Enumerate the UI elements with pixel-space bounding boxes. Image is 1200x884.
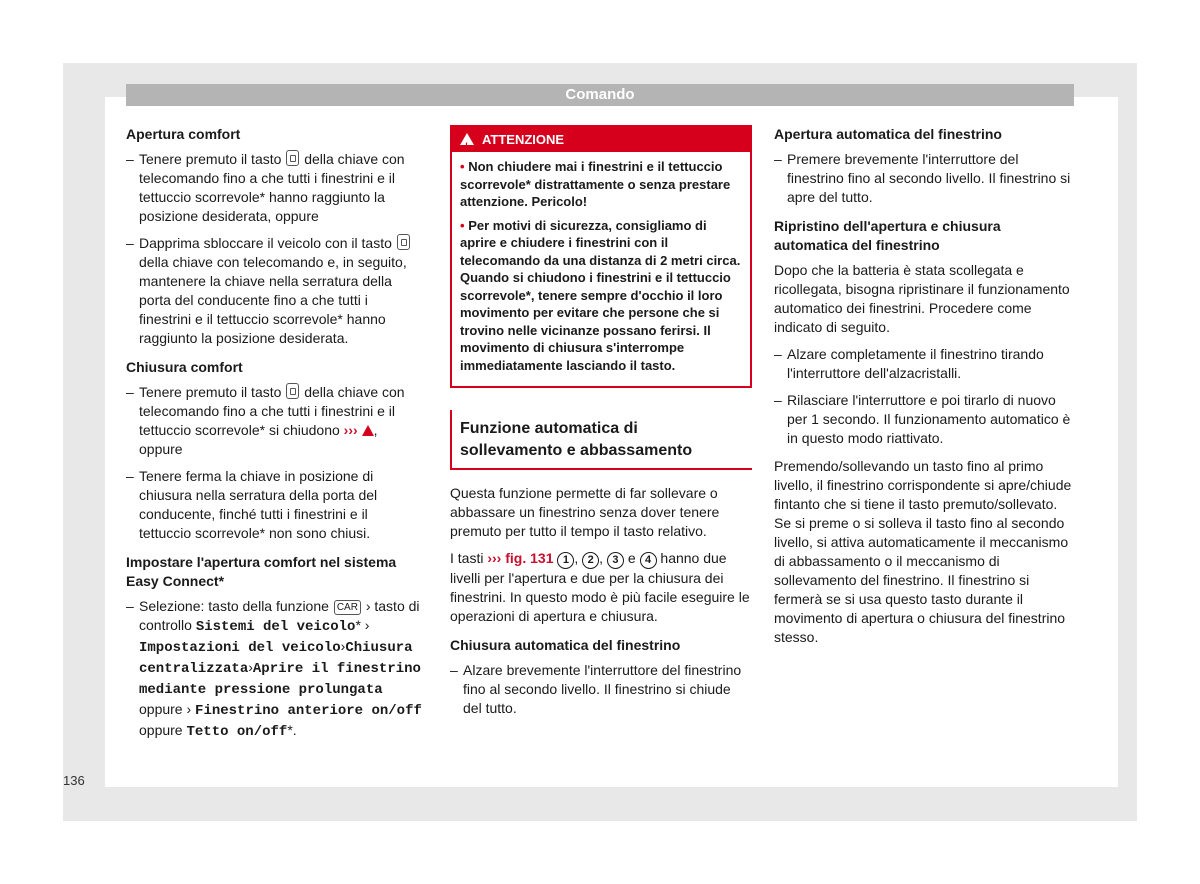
warning-item: • Per motivi di sicurezza, consigliamo di aprire e chiudere i finestrini con il telecomando da una distanza di 2 metri circa. Quando si chiudono i finestrini e il tettuccio scorrevole*, tenere sempre d'occhio il loro movimento per evitare che persone che si trovino nelle vicinanze possano ferirsi. Il movimento di chiusura s'interrompe immediatamente lasciando il tasto. [460, 217, 741, 373]
paragraph: I tasti ››› fig. 131 1 , 2 , 3 e 4 hanno due livelli per l'apertura e due per la chiusura dei finestrini. In questo modo è più facile eseguire le operazioni di apertura e chiusura. [450, 550, 750, 624]
paragraph: Dopo che la batteria è stata scollegata e ricollegata, bisogna ripristinare il funzionamento automatico dei finestrini. Procedere come indicato di seguito. [774, 262, 1070, 335]
list-apertura-comfort [126, 150, 422, 348]
warning-body [452, 152, 750, 386]
heading-apertura-automatica: Apertura automatica del finestrino [774, 126, 1002, 142]
bullet-icon: • [460, 217, 465, 233]
warning-box [450, 125, 752, 388]
list-item: – Tenere ferma la chiave in posizione di chiusura nella serratura della porta del conducente, finché tutti i finestrini e il tettuccio scorrevole* non sono chiusi. [126, 467, 422, 543]
column-right [774, 125, 1074, 655]
menu-path: Aprire il finestrino mediante pressione prolungata [139, 661, 421, 698]
callout-2-icon: 2 [582, 552, 599, 569]
list-item: – Alzare completamente il finestrino tirando l'interruttore dell'alzacristalli. [774, 345, 1074, 383]
list-chiusura-comfort [126, 383, 422, 543]
list-item: – Dapprima sbloccare il veicolo con il tasto della chiave con telecomando e, in seguito, mantenere la chiave nella serratura della porta del conducente fino a che tutti i finestrini e il tettuccio scorrevole* hanno raggiunto la posizione desiderata. [126, 234, 422, 348]
menu-path: Chiusura centralizzata [139, 640, 413, 677]
key-lock-icon [286, 383, 299, 399]
heading-easy-connect: Impostare l'apertura comfort nel sistema Easy Connect* [126, 554, 397, 589]
key-unlock-icon [286, 150, 299, 166]
cross-reference-arrow[interactable]: ››› [343, 422, 358, 438]
list-item: – Selezione: tasto della funzione CAR › tasto di controllo Sistemi del veicolo* › Impostazioni del veicolo›Chiusura centralizzata›Aprire il finestrino mediante pressione prolungata oppure › Finestrino anteriore on/off oppure Tetto on/off*. [126, 597, 422, 742]
list-item: – Alzare brevemente l'interruttore del finestrino fino al secondo livello. Il finestrino si chiude del tutto. [450, 661, 752, 718]
list-item: – Rilasciare l'interruttore e poi tirarlo di nuovo per 1 secondo. Il funzionamento automatico è in questo modo riattivato. [774, 391, 1074, 448]
list-item: – Premere brevemente l'interruttore del finestrino fino al secondo livello. Il finestrino si apre del tutto. [774, 150, 1074, 207]
column-left [126, 125, 422, 751]
list-item: – Tenere premuto il tasto della chiave con telecomando fino a che tutti i finestrini e il tettuccio scorrevole* si chiudono ››› , oppure [126, 383, 422, 459]
heading-apertura-comfort: Apertura comfort [126, 126, 241, 142]
key-unlock-icon [397, 234, 410, 250]
heading-chiusura-automatica: Chiusura automatica del finestrino [450, 637, 681, 653]
section-heading-box: Funzione automatica di sollevamento e abbassamento [450, 410, 752, 470]
car-key-icon: CAR [334, 600, 361, 615]
figure-reference-link[interactable]: ››› fig. 131 [487, 550, 554, 566]
callout-4-icon: 4 [640, 552, 657, 569]
bullet-icon: • [460, 159, 465, 174]
list-chiusura-automatica [450, 661, 752, 718]
section-header: Comando [126, 84, 1074, 106]
paragraph: Questa funzione permette di far sollevare o abbassare un finestrino senza dover tenere premuto per tutto il tempo il tasto relativo. [450, 485, 720, 539]
paragraph: Premendo/sollevando un tasto fino al primo livello, il finestrino corrispondente si apre/chiude fintanto che si tiene il tasto premuto/sollevato. Se si preme o si solleva il tasto fino al secondo livello, si attiva automaticamente il meccanismo di abbassamento o il meccanismo di sollevamento del finestrino. Il finestrino si fermerà se si usa questo tasto durante il movimento di apertura o chiusura del finestrino stesso. [774, 458, 1072, 645]
list-item: – Tenere premuto il tasto della chiave con telecomando fino a che tutti i finestrini e il tettuccio scorrevole* hanno raggiunto la posizione desiderata, oppure [126, 150, 422, 226]
warning-header: !ATTENZIONE [452, 127, 750, 152]
menu-path: Impostazioni del veicolo [139, 640, 341, 656]
page-number: 136 [63, 773, 85, 788]
list-ripristino [774, 345, 1074, 448]
warning-triangle-icon [460, 133, 474, 145]
menu-path: Sistemi del veicolo [195, 619, 356, 635]
list-apertura-automatica [774, 150, 1074, 207]
warning-triangle-icon [362, 425, 374, 436]
warning-item: • Non chiudere mai i finestrini e il tettuccio scorrevole* distrattamente o senza prestare attenzione. Pericolo! [460, 159, 731, 209]
menu-path: Tetto on/off [186, 724, 288, 740]
callout-1-icon: 1 [557, 552, 574, 569]
column-middle [450, 125, 752, 727]
heading-ripristino: Ripristino dell'apertura e chiusura automatica del finestrino [774, 218, 1001, 253]
list-easy-connect [126, 597, 422, 742]
callout-3-icon: 3 [607, 552, 624, 569]
heading-chiusura-comfort: Chiusura comfort [126, 359, 243, 375]
menu-path: Finestrino anteriore on/off [195, 703, 422, 719]
